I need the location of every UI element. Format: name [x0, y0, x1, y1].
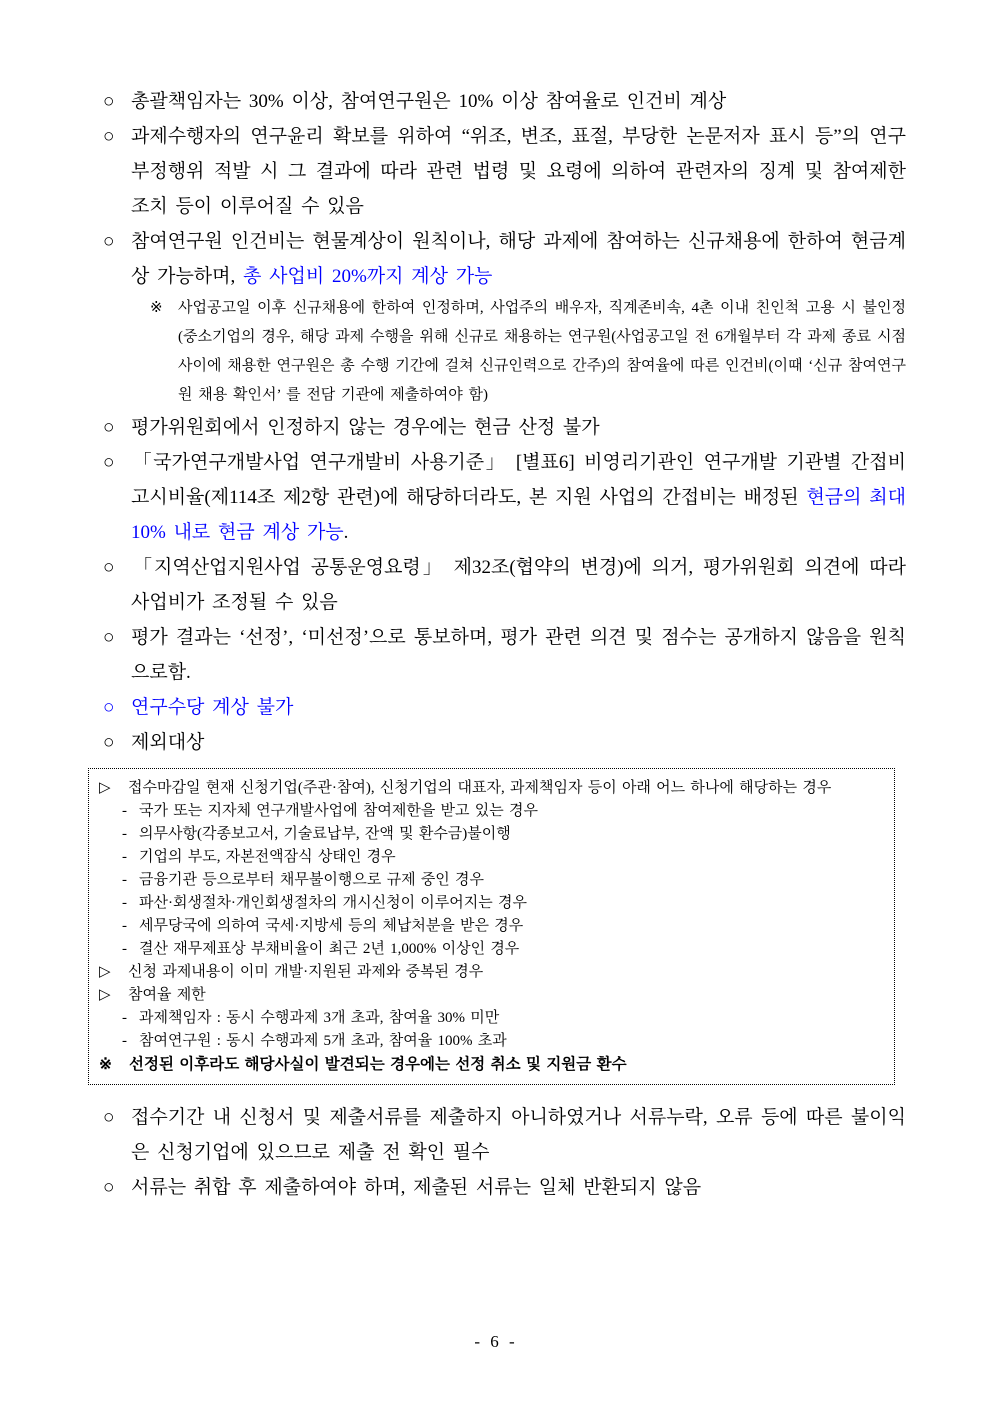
box-item — [122, 1007, 882, 1030]
dash-bullet-marker: - — [122, 872, 127, 888]
text-run: 연구수당 계상 불가 — [131, 697, 294, 718]
text-run: 참여연구원 인건비는 현물계상이 원칙이나, 해당 과제에 참여하는 신규채용에 한하여 현금계상 가능하며, — [131, 231, 906, 287]
circle-bullet-marker: ○ — [103, 557, 115, 578]
box-item — [122, 800, 882, 823]
bullet-item — [103, 1170, 906, 1205]
box-item — [99, 1053, 882, 1076]
note-marker: ※ — [99, 1056, 112, 1073]
content-area — [99, 84, 906, 1205]
circle-bullet-marker: ○ — [103, 1177, 115, 1198]
box-item-text: 신청 과제내용이 이미 개발·지원된 과제와 중복된 경우 — [128, 964, 484, 980]
triangle-bullet-marker: ▷ — [99, 964, 111, 980]
box-item-text: 참여율 제한 — [128, 987, 206, 1003]
bullet-item — [103, 224, 906, 294]
box-item-text: 기업의 부도, 자본전액잠식 상태인 경우 — [139, 849, 396, 865]
dash-bullet-marker: - — [122, 803, 127, 819]
text-run: 과제수행자의 연구윤리 확보를 위하여 “위조, 변조, 표절, 부당한 논문저자 표시 등”의 연구 부정행위 적발 시 그 결과에 따라 관련 법령 및 요령에 의하여 관련자의 징계 및 참여제한 조치 등이 이루어질 수 있음 — [131, 126, 906, 217]
dash-bullet-marker: - — [122, 895, 127, 911]
box-item — [99, 984, 882, 1007]
dash-bullet-marker: - — [122, 1010, 127, 1026]
box-item-text: 접수마감일 현재 신청기업(주관·참여), 신청기업의 대표자, 과제책임자 등이 아래 어느 하나에 해당하는 경우 — [128, 780, 832, 796]
text-run: 총 사업비 20%까지 계상 가능 — [243, 266, 493, 287]
text-run: 평가위원회에서 인정하지 않는 경우에는 현금 산정 불가 — [131, 417, 600, 438]
dash-bullet-marker: - — [122, 849, 127, 865]
page-number: - 6 - — [474, 1332, 518, 1351]
triangle-bullet-marker: ▷ — [99, 987, 111, 1003]
box-item — [122, 869, 882, 892]
bullet-list-bottom — [103, 1100, 906, 1205]
circle-bullet-marker: ○ — [103, 417, 115, 438]
box-item — [99, 777, 882, 800]
bullet-item — [103, 550, 906, 620]
box-item — [122, 892, 882, 915]
box-item-text: 결산 재무제표상 부채비율이 최근 2년 1,000% 이상인 경우 — [139, 941, 520, 957]
box-item-text: 선정된 이후라도 해당사실이 발견되는 경우에는 선정 취소 및 지원금 환수 — [129, 1056, 627, 1073]
dash-bullet-marker: - — [122, 918, 127, 934]
text-run: . — [343, 522, 349, 543]
bullet-item — [103, 445, 906, 550]
note-marker: ※ — [150, 300, 163, 316]
note-item — [150, 294, 906, 410]
box-item-text: 세무당국에 의하여 국세·지방세 등의 체납처분을 받은 경우 — [139, 918, 524, 934]
circle-bullet-marker: ○ — [103, 91, 115, 112]
bullet-item — [103, 690, 906, 725]
text-run: 총괄책임자는 30% 이상, 참여연구원은 10% 이상 참여율로 인건비 계상 — [131, 91, 727, 112]
box-item-text: 의무사항(각종보고서, 기술료납부, 잔액 및 환수금)불이행 — [139, 826, 511, 842]
bullet-list-top — [103, 84, 906, 760]
text-run: 평가 결과는 ‘선정’, ‘미선정’으로 통보하며, 평가 관련 의견 및 점수는 공개하지 않음을 원칙으로함. — [131, 627, 906, 683]
circle-bullet-marker: ○ — [103, 452, 115, 473]
box-item — [122, 915, 882, 938]
circle-bullet-marker: ○ — [103, 1107, 115, 1128]
box-item — [122, 846, 882, 869]
text-run: 접수기간 내 신청서 및 제출서류를 제출하지 아니하였거나 서류누락, 오류 등에 따른 불이익은 신청기업에 있으므로 제출 전 확인 필수 — [131, 1107, 906, 1163]
dash-bullet-marker: - — [122, 941, 127, 957]
box-item — [122, 938, 882, 961]
circle-bullet-marker: ○ — [103, 732, 115, 753]
box-item-text: 과제책임자 : 동시 수행과제 3개 초과, 참여율 30% 미만 — [139, 1010, 500, 1026]
circle-bullet-marker: ○ — [103, 627, 115, 648]
bullet-item — [103, 620, 906, 690]
text-run: 제외대상 — [131, 732, 205, 753]
bullet-item — [103, 725, 906, 760]
circle-bullet-marker: ○ — [103, 697, 115, 718]
circle-bullet-marker: ○ — [103, 231, 115, 252]
text-run: 현금의 최대 10% 내로 현금 계상 가능 — [131, 487, 906, 543]
dash-bullet-marker: - — [122, 1033, 127, 1049]
bullet-item — [103, 1100, 906, 1170]
exclusion-criteria-box — [88, 768, 895, 1085]
text-run: 「국가연구개발사업 연구개발비 사용기준」 [별표6] 비영리기관인 연구개발 기관별 간접비고시비율(제114조 제2항 관련)에 해당하더라도, 본 지원 사업의 간접비는 배정된 — [131, 452, 906, 508]
text-run: 사업공고일 이후 신규채용에 한하여 인정하며, 사업주의 배우자, 직계존비속, 4촌 이내 친인척 고용 시 불인정(중소기업의 경우, 해당 과제 수행을 위해 신규로 채용하는 연구원(사업공고일 전 6개월부터 각 과제 종료 시점 사이에 채용한 연구원은 총 수행 기간에 걸쳐 신규인력으로 간주)의 참여율에 따른 인건비(이때 ‘신규 참여연구원 채용 확인서’ 를 전담 기관에 제출하여야 함) — [178, 300, 906, 403]
circle-bullet-marker: ○ — [103, 126, 115, 147]
text-run: 「지역산업지원사업 공통운영요령」 제32조(협약의 변경)에 의거, 평가위원회 의견에 따라 사업비가 조정될 수 있음 — [131, 557, 906, 613]
bullet-item — [103, 410, 906, 445]
box-item — [99, 961, 882, 984]
bullet-item — [103, 119, 906, 224]
box-item — [122, 823, 882, 846]
bullet-item — [103, 84, 906, 119]
box-item-text: 국가 또는 지자체 연구개발사업에 참여제한을 받고 있는 경우 — [139, 803, 539, 819]
box-item-text: 파산·회생절차·개인회생절차의 개시신청이 이루어지는 경우 — [139, 895, 527, 911]
dash-bullet-marker: - — [122, 826, 127, 842]
box-item-text: 참여연구원 : 동시 수행과제 5개 초과, 참여율 100% 초과 — [139, 1033, 507, 1049]
box-item — [122, 1030, 882, 1053]
triangle-bullet-marker: ▷ — [99, 780, 111, 796]
box-item-text: 금융기관 등으로부터 채무불이행으로 규제 중인 경우 — [139, 872, 485, 888]
text-run: 서류는 취합 후 제출하여야 하며, 제출된 서류는 일체 반환되지 않음 — [131, 1177, 702, 1198]
